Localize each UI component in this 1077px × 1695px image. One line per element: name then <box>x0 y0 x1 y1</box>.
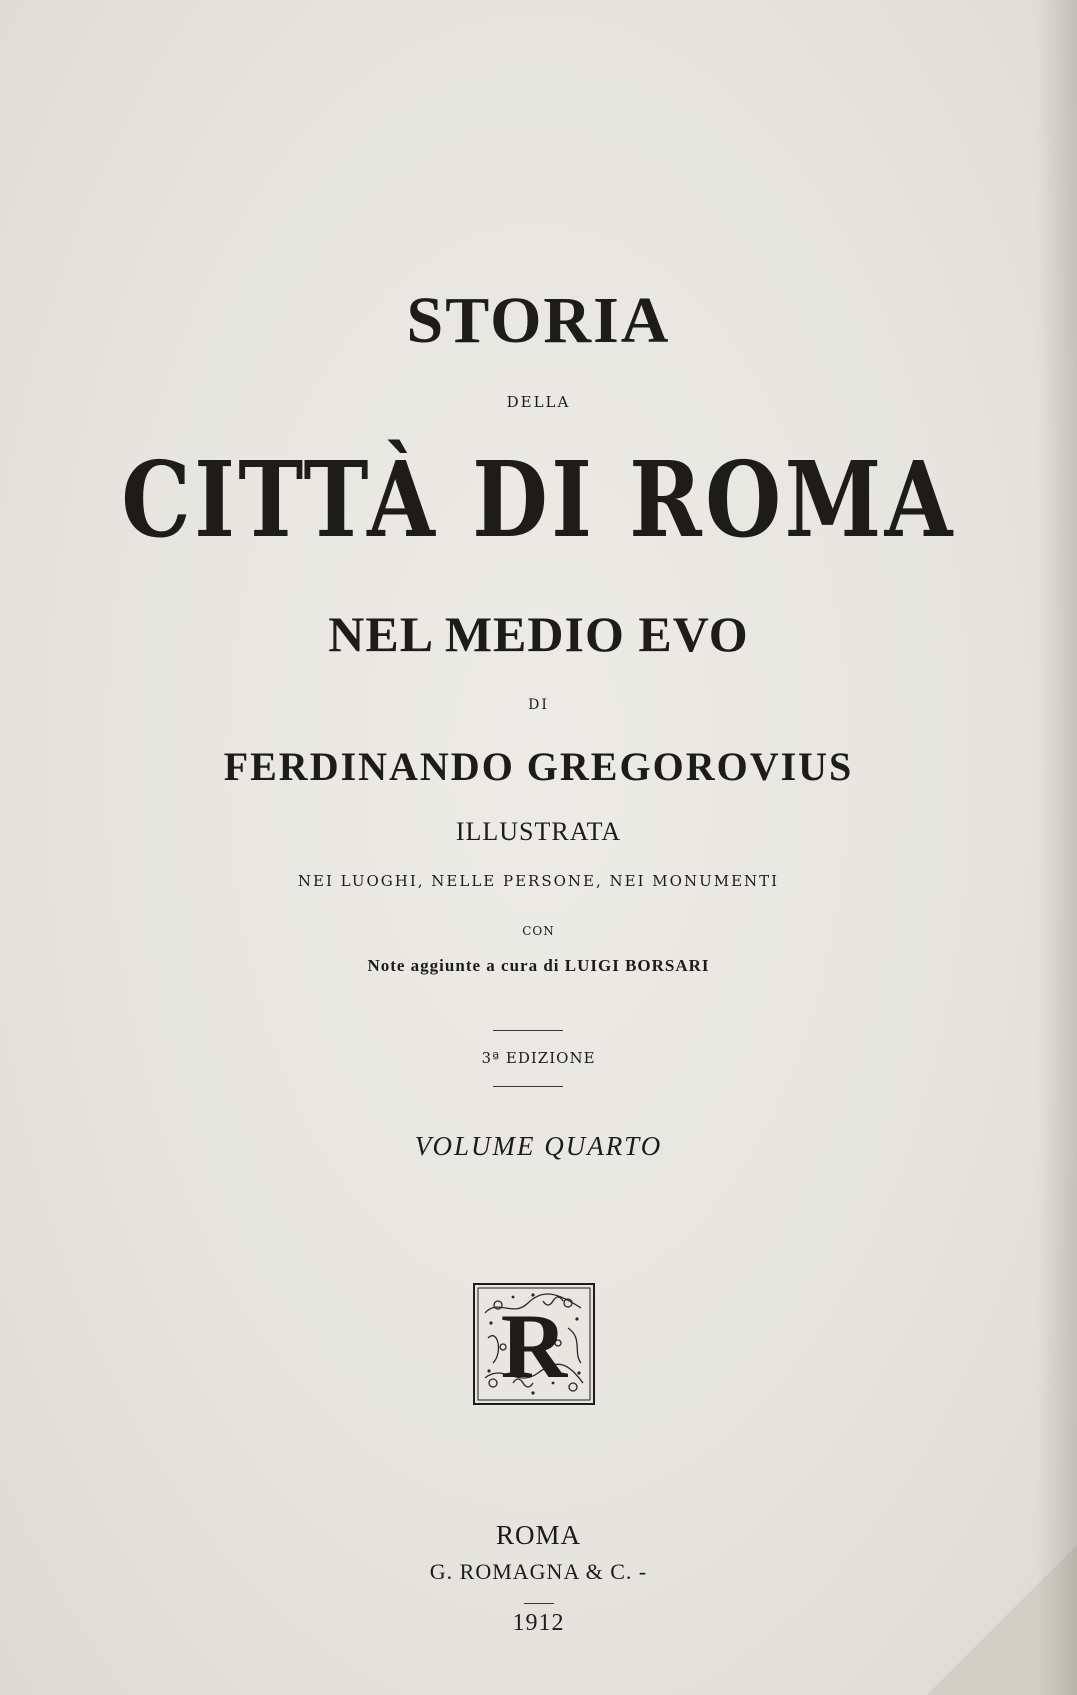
notes-credit: Note aggiunte a cura di LUIGI BORSARI <box>367 956 710 975</box>
volume-label: VOLUME QUARTO <box>414 1131 663 1161</box>
imprint-city: ROMA <box>495 1520 581 1550</box>
subtitle: NEL MEDIO EVO <box>328 606 749 662</box>
year-rule <box>524 1603 554 1604</box>
title-della: DELLA <box>506 393 571 411</box>
author-name: FERDINANDO GREGOROVIUS <box>223 744 854 789</box>
divider-rule-bottom <box>493 1086 563 1087</box>
main-title: CITTÀ DI ROMA <box>121 438 956 561</box>
edition-label: 3ª EDIZIONE <box>481 1049 596 1067</box>
imprint-publisher: G. ROMAGNA & C. - <box>429 1559 648 1584</box>
logo-letter: R <box>500 1295 568 1397</box>
publisher-logo-icon <box>473 1283 595 1405</box>
illustrata-detail: NEI LUOGHI, NELLE PERSONE, NEI MONUMENTI <box>297 872 780 890</box>
divider-rule-top <box>493 1030 563 1031</box>
torn-corner <box>927 1545 1077 1695</box>
imprint-year: 1912 <box>512 1610 565 1636</box>
illustrata-label: ILLUSTRATA <box>455 817 622 846</box>
con-label: CON <box>522 924 555 938</box>
title-di: DI <box>528 697 549 713</box>
title-storia: STORIA <box>406 284 671 357</box>
